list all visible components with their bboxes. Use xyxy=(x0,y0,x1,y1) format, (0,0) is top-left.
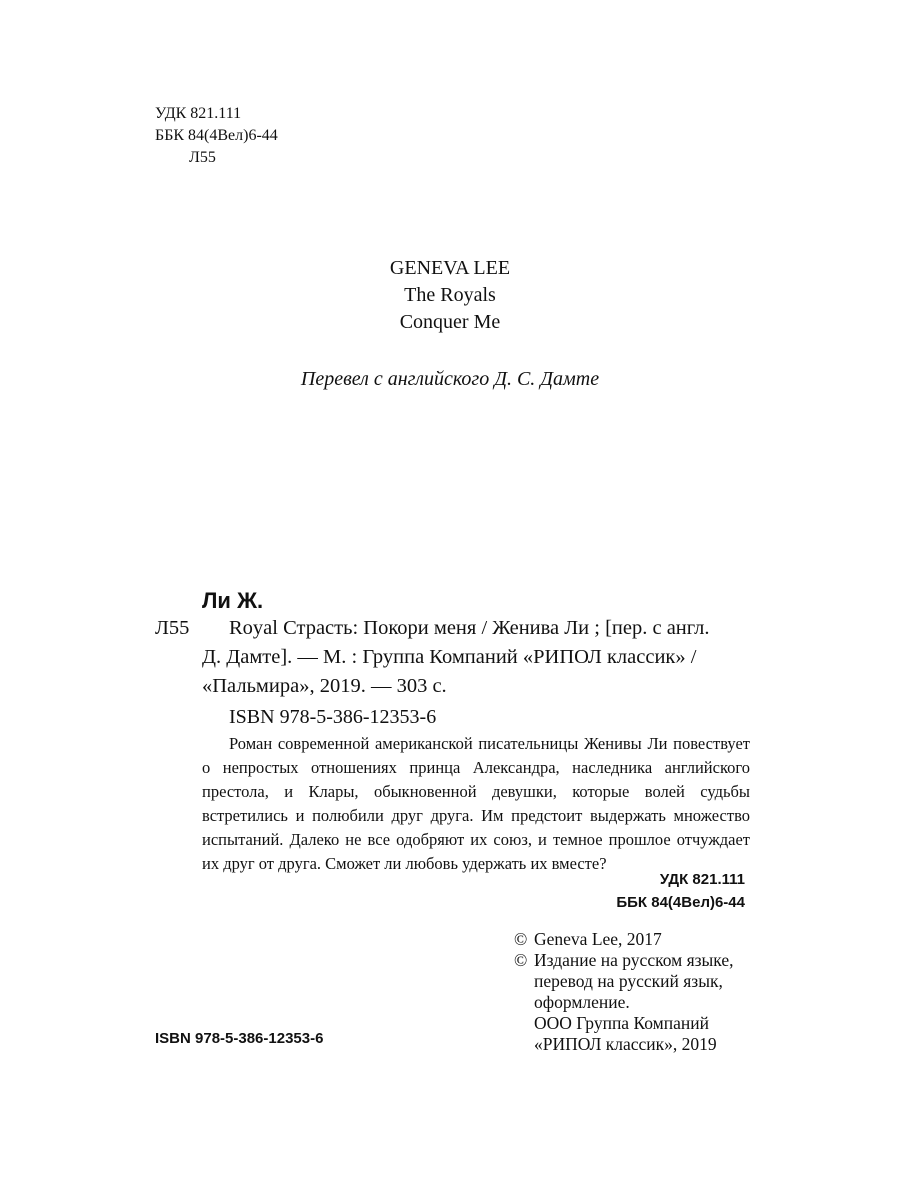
abstract-text: Роман современной американской писательницы Женивы Ли повествует о непростых отношениях принца Александра, наследника английского престола, и Клары, обыкновенной девушки, которые волей судьбы встретились и полюбили друг друга. Им предстоит выдержать множество испытаний. Далеко не все одобряют их союз, и темное прошлое отчуждает их друг от друга. Сможет ли любовь удержать их вместе? xyxy=(202,734,750,873)
copyright-symbol: © xyxy=(514,929,528,949)
copyright-edition-row xyxy=(514,950,734,1055)
original-series: The Royals xyxy=(404,284,496,306)
copyright-edition-line: оформление. xyxy=(534,992,630,1012)
copyright-original: Geneva Lee, 2017 xyxy=(534,929,662,949)
copyright-edition-line: перевод на русский язык, xyxy=(534,971,723,991)
copyright-edition xyxy=(534,950,734,1055)
bibliographic-line-1: Royal Страсть: Покори меня / Женива Ли ; [пер. с англ. xyxy=(229,617,710,639)
bibliographic-author-heading: Ли Ж. xyxy=(202,588,264,613)
udk-code-bottom: УДК 821.111 xyxy=(659,871,745,888)
author-mark: Л55 xyxy=(189,149,216,166)
copyright-edition-line: Издание на русском языке, xyxy=(534,950,734,970)
classification-codes-bottom xyxy=(604,868,745,914)
copyright-original-row xyxy=(514,929,734,950)
copyright-symbol: © xyxy=(514,950,528,970)
bibliographic-line-2: Д. Дамте]. — М. : Группа Компаний «РИПОЛ классик» / xyxy=(202,646,697,668)
bibliographic-author-mark: Л55 xyxy=(155,617,190,639)
copyright-edition-line: ООО Группа Компаний xyxy=(534,1013,709,1033)
original-edition-block xyxy=(0,255,900,336)
bibliographic-isbn: ISBN 978-5-386-12353-6 xyxy=(229,706,437,728)
udk-code: УДК 821.111 xyxy=(155,105,242,122)
translator-note: Перевел с английского Д. С. Дамте xyxy=(300,368,600,390)
original-author: GENEVA LEE xyxy=(389,257,511,279)
abstract xyxy=(202,732,750,876)
original-title: Conquer Me xyxy=(399,311,501,333)
bibliographic-line-3: «Пальмира», 2019. — 303 с. xyxy=(202,675,447,697)
isbn-bottom: ISBN 978-5-386-12353-6 xyxy=(155,1030,324,1047)
classification-codes-top xyxy=(155,103,278,169)
bbk-code: ББК 84(4Вел)6-44 xyxy=(155,127,278,144)
bbk-code-bottom: ББК 84(4Вел)6-44 xyxy=(616,894,745,911)
copyright-block xyxy=(514,929,734,1055)
copyright-edition-line: «РИПОЛ классик», 2019 xyxy=(534,1034,717,1054)
